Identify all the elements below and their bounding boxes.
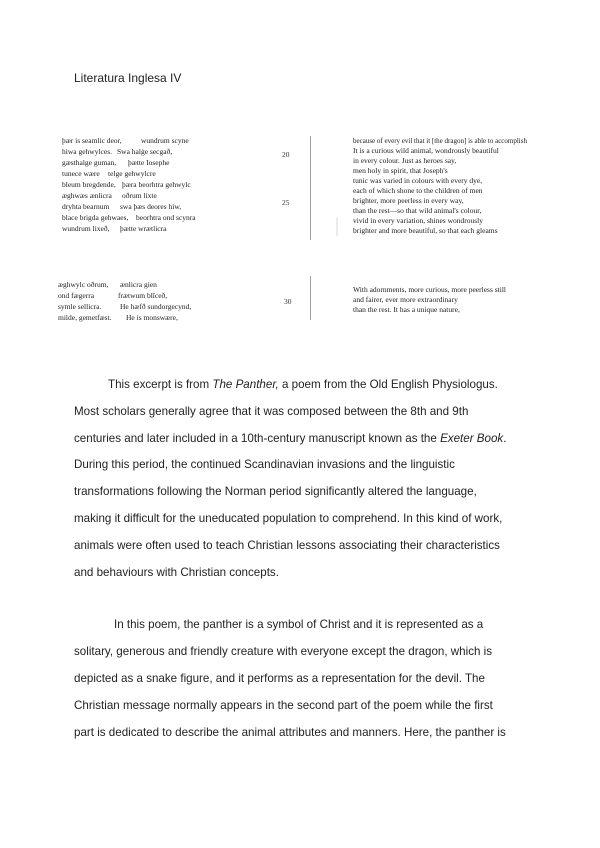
text-line: transformations following the Norman period significantly altered the language, (74, 485, 477, 499)
text-line: Most scholars generally agree that it was composed between the 8th and 9th (74, 404, 469, 418)
translation-line: brighter, more peerless in every way, (353, 196, 464, 205)
scan-bottom-translation (353, 285, 593, 319)
scan-divider (310, 136, 311, 240)
text-line: In this poem, the panther is a symbol of Christ and it is represented as a (114, 618, 484, 632)
text-line: depicted as a snake figure, and it performs as a representation for the devil. The (74, 671, 485, 685)
translation-line: and fairer, ever more extraordinary (353, 295, 458, 304)
text-line: and behaviours with Christian concepts. (74, 565, 279, 579)
translation-line: than the rest—so that wild animal's colour, (353, 206, 482, 215)
scan-top-translation (353, 136, 593, 241)
manuscript-title: Exeter Book (440, 431, 504, 445)
line-number: 30 (284, 297, 292, 306)
translation-line: than the rest. It has a unique nature, (353, 305, 460, 314)
scan-top-old-english: þær is seamlic deor, wundrum scyne hiwa gehwylces. Swa halġe secgað, gæsthalge guman, þætte Iosephe tunece wære telge gehwylcre bleum bregdende, þæra beorhtra gehwylc æghwæs ænlicra oðrum lixte dryhta bearnum swa þæs deores hiw, blace brigda gehwaes, beorhtra ond scynra wundrum lixeð, þætte wrætlicra (62, 136, 196, 233)
essay-body (74, 372, 524, 746)
translation-line: It is a curious wild animal, wondrously beautiful (353, 146, 499, 155)
scan-bottom-old-english: æghwylc oðrum, ænlicra gien ond fægerra frætwum blîceð, symle sellicra. He hæfð sundorgecynd, milde, gemetfæst. He is monswære, (58, 280, 192, 322)
translation-line: brighter and more beautiful, so that each gleams (353, 226, 498, 235)
paragraph-2 (74, 612, 524, 746)
paragraph-1 (74, 372, 524, 586)
text-line: part is dedicated to describe the animal attributes and manners. Here, the panther is (74, 725, 506, 739)
text-line: making it difficult for the uneducated population to comprehend. In this kind of work, (74, 511, 503, 525)
text-line: centuries and later included in a 10th-century manuscript known as the Exeter Book. (74, 431, 507, 445)
poem-title: The Panther, (212, 378, 279, 391)
translation-line: tunic was varied in colours with every dye, (353, 176, 483, 185)
text-line: During this period, the continued Scandinavian invasions and the linguistic (74, 458, 455, 472)
translation-line: With adornments, more curious, more peerless still (353, 285, 506, 294)
page-header: Literatura Inglesa IV (74, 71, 182, 85)
translation-line: vivid in every variation, shines wondrously (353, 216, 483, 225)
line-number: 25 (282, 198, 290, 207)
text-line: Christian message normally appears in the second part of the poem while the first (74, 698, 493, 712)
translation-line: in every colour. Just as heroes say, (353, 156, 457, 165)
translation-line: because of every evil that it [the dragon] is able to accomplish (353, 137, 527, 145)
line-number: 20 (282, 150, 290, 159)
translation-line: men holy in spirit, that Joseph's (353, 166, 448, 175)
text-line: solitary, generous and friendly creature with everyone except the dragon, which is (74, 645, 493, 659)
text-line: animals were often used to teach Christian lessons associating their characteristics (74, 538, 500, 552)
text-line: This excerpt is from The Panther, a poem from the Old English Physiologus. (108, 378, 498, 391)
scan-smudge (336, 218, 338, 236)
scan-divider (310, 276, 311, 320)
translation-line: each of which shone to the children of men (353, 186, 483, 195)
